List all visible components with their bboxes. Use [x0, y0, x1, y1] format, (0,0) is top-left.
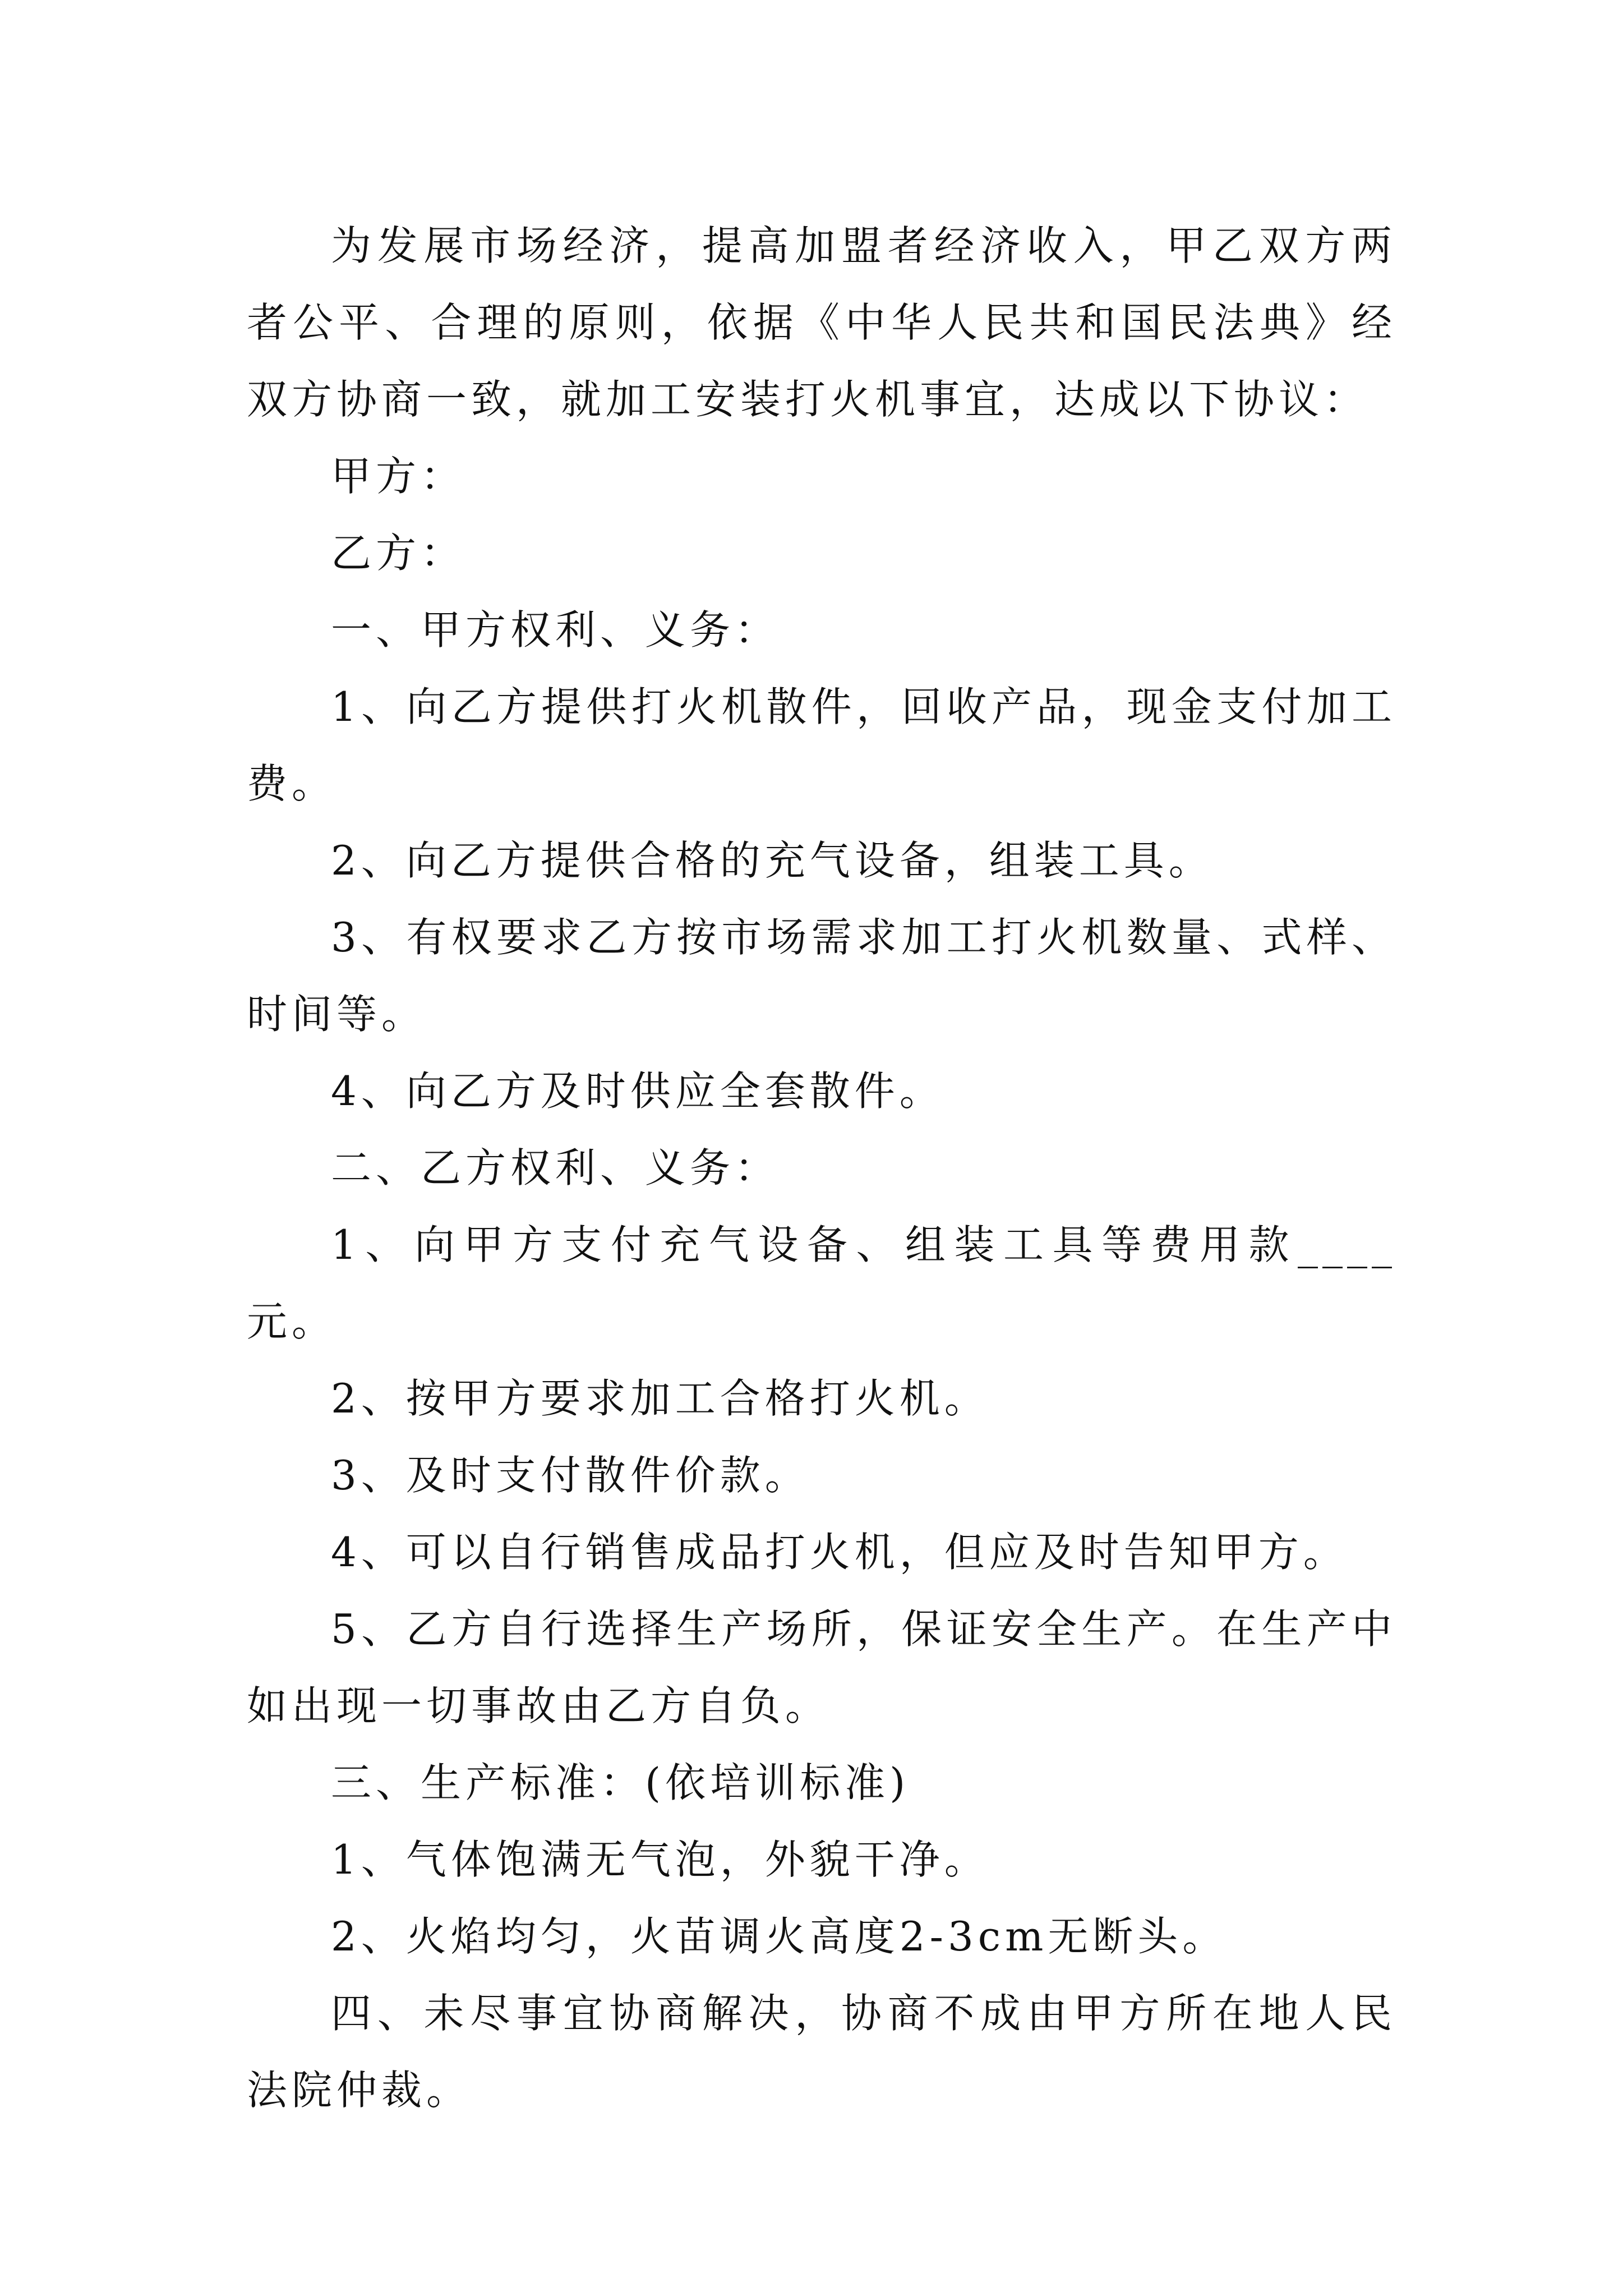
section-heading-party-b: 二、乙方权利、义务： [331, 1144, 780, 1191]
party-b-clause-2: 2、按甲方要求加工合格打火机。 [331, 1375, 989, 1422]
party-b-line: 乙方： [331, 530, 466, 577]
party-a-line: 甲方： [331, 453, 466, 500]
party-a-clause-3: 3、有权要求乙方按市场需求加工打火机数量、式样、时间等。 [247, 914, 1396, 1038]
party-b-clause-1: 1、向甲方支付充气设备、组装工具等费用款____元。 [247, 1221, 1396, 1345]
standard-clause-2: 2、火焰均匀，火苗调火高度2-3cm无断头。 [331, 1913, 1228, 1960]
section-heading-standards: 三、生产标准：(依培训标准) [331, 1759, 910, 1806]
standard-clause-1: 1、气体饱满无气泡，外貌干净。 [331, 1836, 989, 1883]
section-heading-party-a: 一、甲方权利、义务： [331, 606, 780, 654]
party-b-clause-4: 4、可以自行销售成品打火机，但应及时告知甲方。 [331, 1529, 1348, 1576]
party-b-clause-3: 3、及时支付散件价款。 [331, 1452, 810, 1499]
party-a-clause-2: 2、向乙方提供合格的充气设备，组装工具。 [331, 837, 1214, 884]
document-page [247, 208, 1396, 2129]
intro-paragraph: 为发展市场经济，提高加盟者经济收入，甲乙双方两者公平、合理的原则，依据《中华人民共和国民法典》经双方协商一致，就加工安装打火机事宜，达成以下协议： [247, 222, 1396, 423]
party-a-clause-4: 4、向乙方及时供应全套散件。 [331, 1068, 944, 1115]
party-a-clause-1: 1、向乙方提供打火机散件，回收产品，现金支付加工费。 [247, 683, 1396, 807]
section-heading-disputes: 四、未尽事宜协商解决，协商不成由甲方所在地人民法院仲裁。 [247, 1990, 1396, 2114]
party-b-clause-5: 5、乙方自行选择生产场所，保证安全生产。在生产中如出现一切事故由乙方自负。 [247, 1605, 1396, 1729]
